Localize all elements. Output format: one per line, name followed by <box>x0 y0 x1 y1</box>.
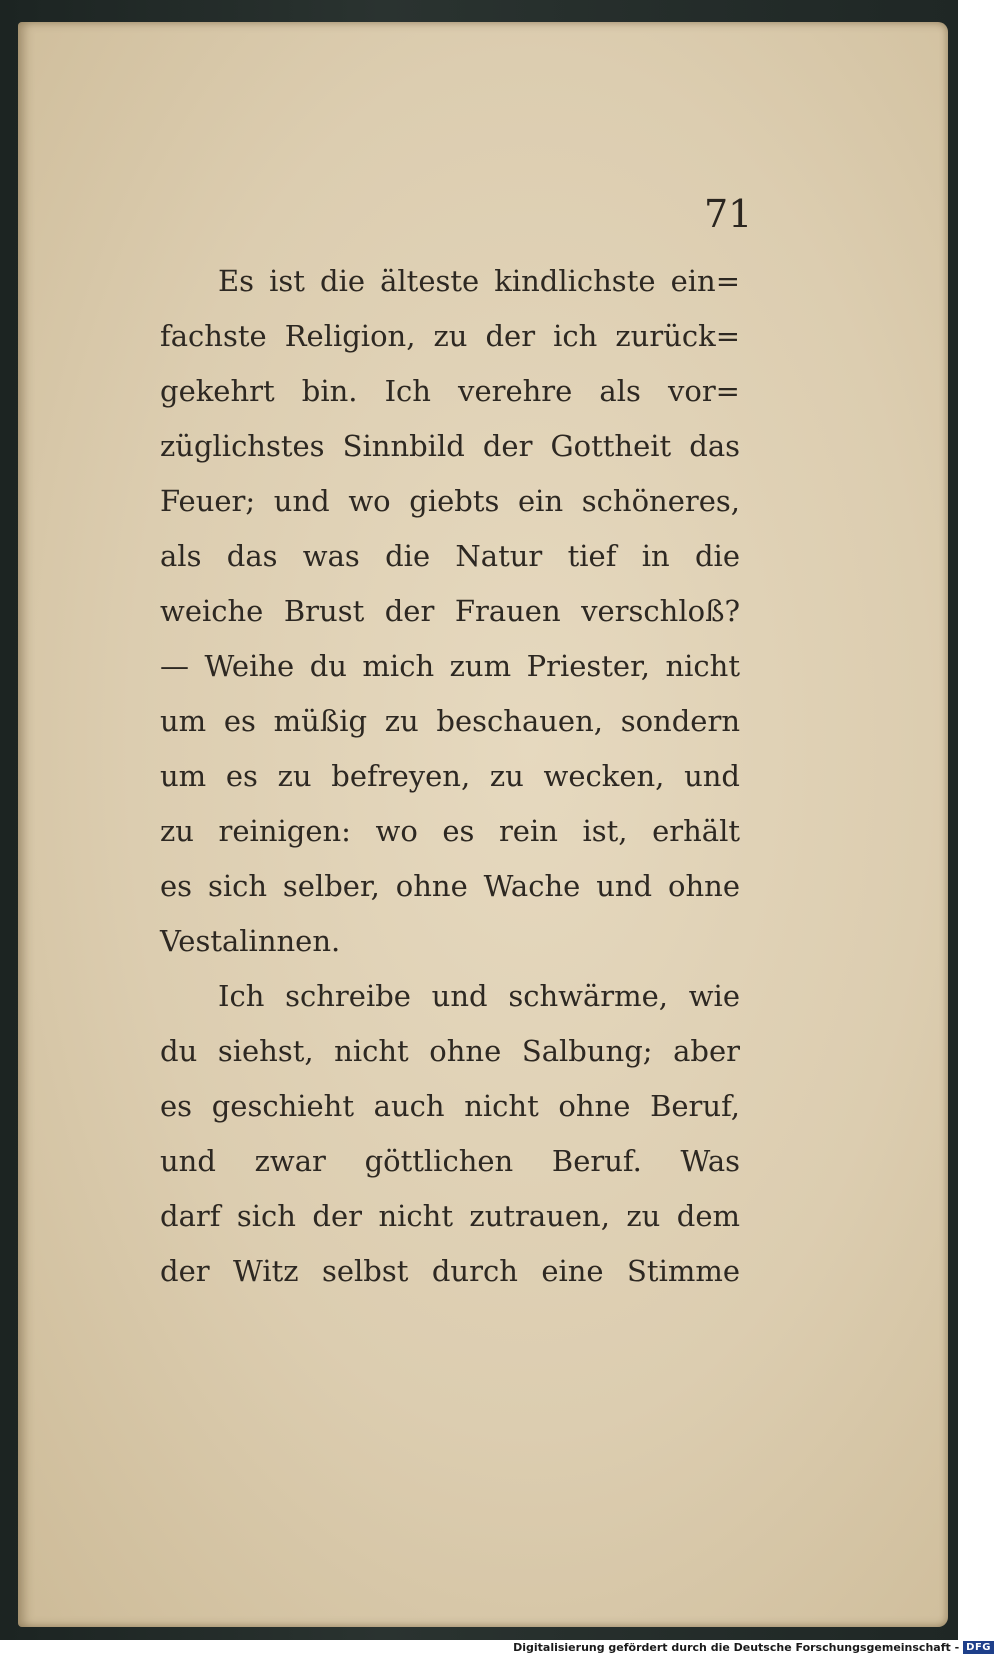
text-line: Es ist die älteste kindlichste ein= <box>218 264 740 298</box>
credit-text: Digitalisierung gefördert durch die Deutsche Forschungsgemeinschaft - <box>513 1640 960 1654</box>
text-line: um es müßig zu beschauen, sondern <box>160 704 740 738</box>
text-line: züglichstes Sinnbild der Gottheit das <box>160 429 740 463</box>
book-page <box>18 22 948 1627</box>
text-line: und zwar göttlichen Beruf. Was <box>160 1144 740 1178</box>
text-line: Ich schreibe und schwärme, wie <box>218 979 740 1013</box>
text-line: du siehst, nicht ohne Salbung; aber <box>160 1034 740 1068</box>
text-line: es geschieht auch nicht ohne Beruf, <box>160 1089 740 1123</box>
text-line: darf sich der nicht zutrauen, zu dem <box>160 1199 740 1233</box>
paragraph <box>160 969 740 1299</box>
paragraph <box>160 254 740 969</box>
digitization-credit <box>513 1639 994 1655</box>
text-line: gekehrt bin. Ich verehre als vor= <box>160 374 740 408</box>
page-number: 71 <box>704 192 753 236</box>
text-line: fachste Religion, zu der ich zurück= <box>160 319 740 353</box>
text-line: Feuer; und wo giebts ein schöneres, <box>160 484 740 518</box>
text-line: der Witz selbst durch eine Stimme <box>160 1254 740 1288</box>
text-line: zu reinigen: wo es rein ist, erhält <box>160 814 740 848</box>
text-line: weiche Brust der Frauen verschloß? <box>160 594 740 628</box>
text-line: — Weihe du mich zum Priester, nicht <box>160 649 740 683</box>
dfg-logo-icon: DFG <box>963 1641 994 1654</box>
text-line: Vestalinnen. <box>160 924 341 958</box>
text-line: es sich selber, ohne Wache und ohne <box>160 869 740 903</box>
page-text <box>160 254 740 1299</box>
text-line: um es zu befreyen, zu wecken, und <box>160 759 740 793</box>
text-line: als das was die Natur tief in die <box>160 539 740 573</box>
